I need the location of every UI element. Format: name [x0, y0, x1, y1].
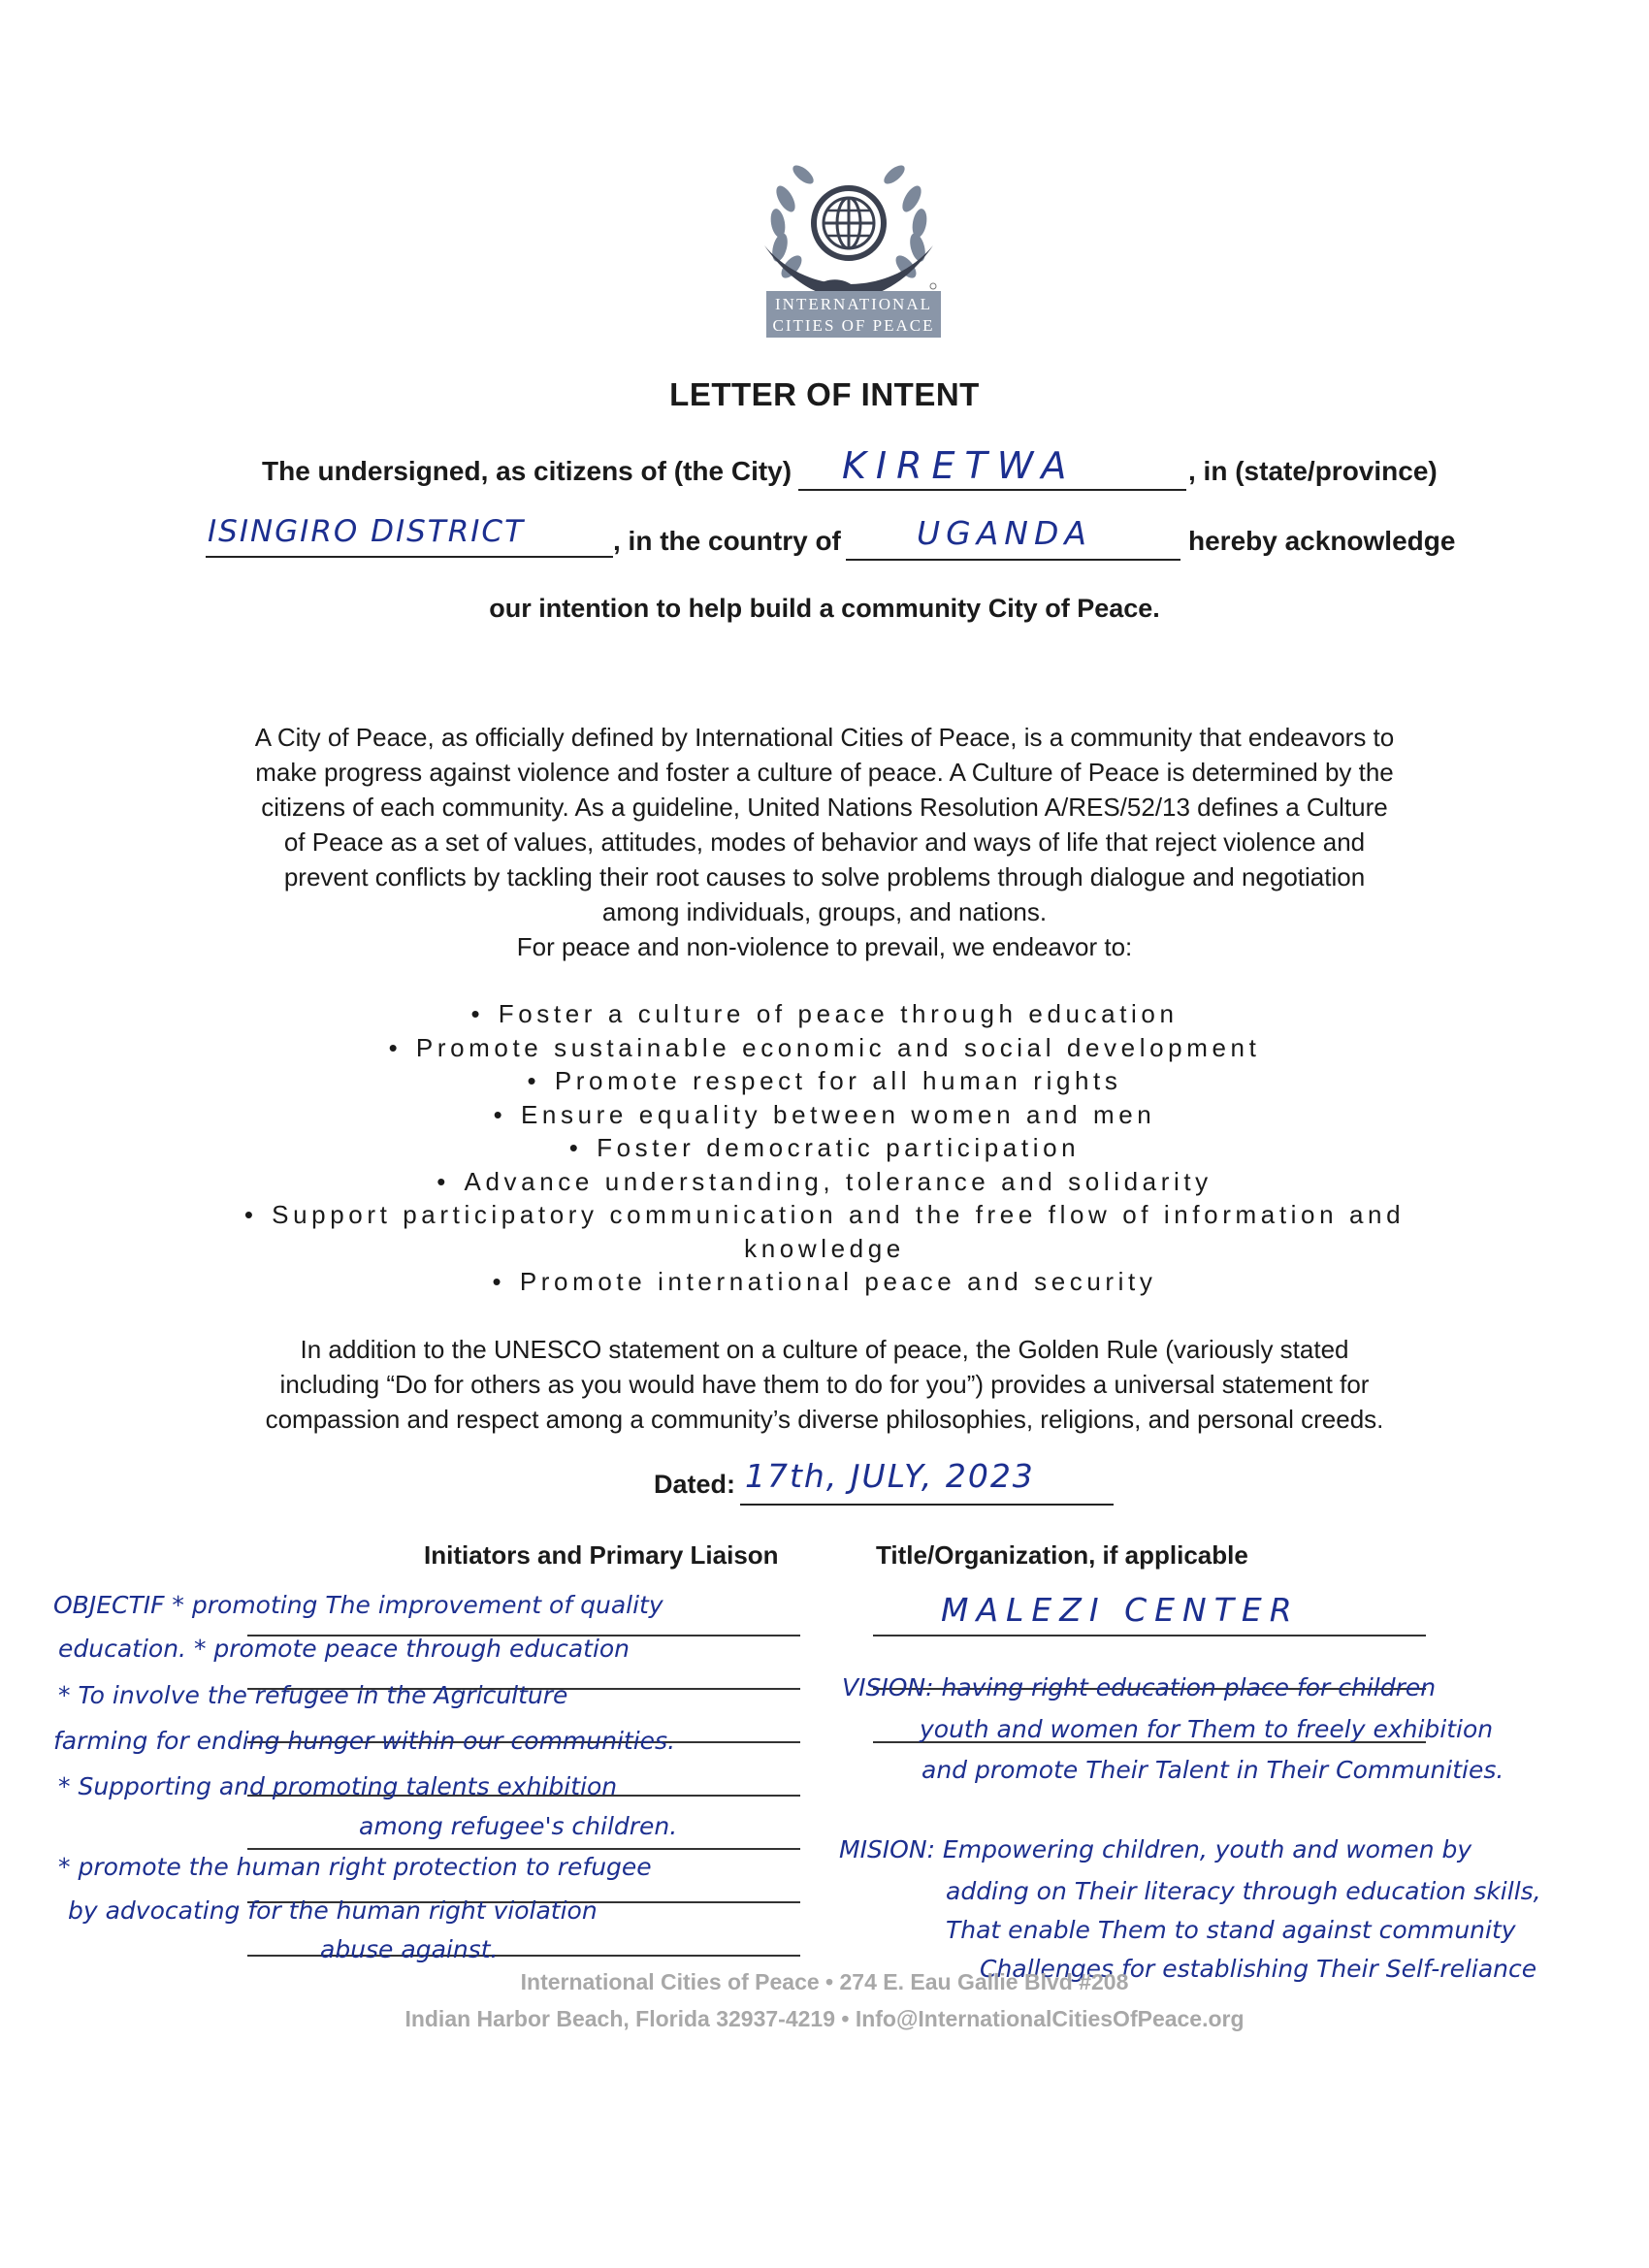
handwritten-mission-line: That enable Them to stand against community	[946, 1916, 1516, 1944]
form-line2-suffix: hereby acknowledge	[1188, 526, 1456, 556]
handwritten-objective-line: * Supporting and promoting talents exhibition	[58, 1772, 618, 1800]
definition-text: A City of Peace, as officially defined by International Cities of Peace, is a community that endeavors to make progress against violence and foster a culture of peace. A Culture of Peace is determined by the citizens of each community. As a guideline, United Nations Resolution A/RES/52/13 defines a Culture of Peace as a set of values, attitudes, modes of behavior and ways of life that reject violence and prevent conflicts by tackling their root causes to solve problems through dialogue and negotiation among individuals, groups, and nations.	[254, 723, 1395, 926]
footer-address-line1: International Cities of Peace • 274 E. Eau Gallie Blvd #208	[520, 1969, 1129, 1994]
handwritten-mission-line: MISION: Empowering children, youth and women by	[839, 1835, 1472, 1863]
handwritten-mission-line: Challenges for establishing Their Self-reliance	[980, 1955, 1537, 1983]
footer-address-line2: Indian Harbor Beach, Florida 32937-4219 • Info@InternationalCitiesOfPeace.org	[404, 2006, 1245, 2031]
handwritten-organization: MALEZI CENTER	[941, 1591, 1300, 1629]
form-line1-suffix: , in (state/province)	[1188, 456, 1438, 486]
handwritten-objective-line: * promote the human right protection to refugee	[58, 1853, 652, 1881]
handwritten-objective-line: farming for ending hunger within our communities.	[53, 1727, 676, 1755]
form-line2-mid: , in the country of	[613, 526, 841, 556]
list-item: • Promote international peace and security	[233, 1265, 1416, 1299]
endeavor-list	[233, 997, 1416, 1299]
handwritten-objective-line: by advocating for the human right violation	[68, 1896, 598, 1925]
intro-line: our intention to help build a community City of Peace.	[489, 594, 1160, 623]
handwritten-vision-line: VISION: having right education place for children	[842, 1673, 1437, 1701]
handwritten-objective-line: among refugee's children.	[359, 1812, 678, 1840]
logo-text-line1: INTERNATIONAL	[775, 295, 932, 313]
handwritten-mission-line: adding on Their literacy through education skills,	[946, 1877, 1541, 1905]
list-item: • Support participatory communication and the free flow of information and knowledge	[233, 1198, 1416, 1265]
handwritten-objective-line: * To involve the refugee in the Agriculture	[58, 1681, 568, 1709]
page-title: LETTER OF INTENT	[669, 376, 980, 412]
dated-label: Dated:	[654, 1470, 736, 1499]
form-line1-prefix: The undersigned, as citizens of (the City)	[262, 456, 792, 486]
list-item: • Advance understanding, tolerance and solidarity	[233, 1165, 1416, 1199]
handwritten-objective-line: education. * promote peace through education	[58, 1635, 630, 1663]
column-header-title-organization: Title/Organization, if applicable	[876, 1540, 1248, 1570]
handwritten-vision-line: and promote Their Talent in Their Communities.	[922, 1756, 1504, 1784]
logo-text-line2: CITIES OF PEACE	[772, 316, 935, 335]
golden-rule-paragraph: In addition to the UNESCO statement on a culture of peace, the Golden Rule (variously stated including “Do for others as you would have them to do for you”) provides a universal statement for compassion and respect among a community’s diverse philosophies, religions, and personal creeds.	[265, 1335, 1384, 1434]
handwritten-objective-line: OBJECTIF * promoting The improvement of quality	[53, 1591, 663, 1619]
handwritten-vision-line: youth and women for Them to freely exhibition	[920, 1715, 1494, 1743]
list-item: • Foster a culture of peace through education	[233, 997, 1416, 1031]
column-header-initiators: Initiators and Primary Liaison	[424, 1540, 779, 1570]
list-item: • Promote respect for all human rights	[233, 1064, 1416, 1098]
list-item: • Foster democratic participation	[233, 1131, 1416, 1165]
city-value: KIRETWA	[842, 444, 1077, 487]
definition-lead-in: For peace and non-violence to prevail, we endeavor to:	[516, 932, 1133, 961]
date-value: 17th, JULY, 2023	[745, 1457, 1035, 1495]
definition-paragraph	[247, 720, 1402, 964]
country-value: UGANDA	[917, 514, 1092, 552]
list-item: • Promote sustainable economic and social development	[233, 1031, 1416, 1065]
handwritten-objective-line: abuse against.	[320, 1935, 499, 1963]
logo-banner	[766, 291, 941, 338]
list-item: • Ensure equality between women and men	[233, 1098, 1416, 1132]
state-value: ISINGIRO DISTRICT	[208, 514, 526, 549]
